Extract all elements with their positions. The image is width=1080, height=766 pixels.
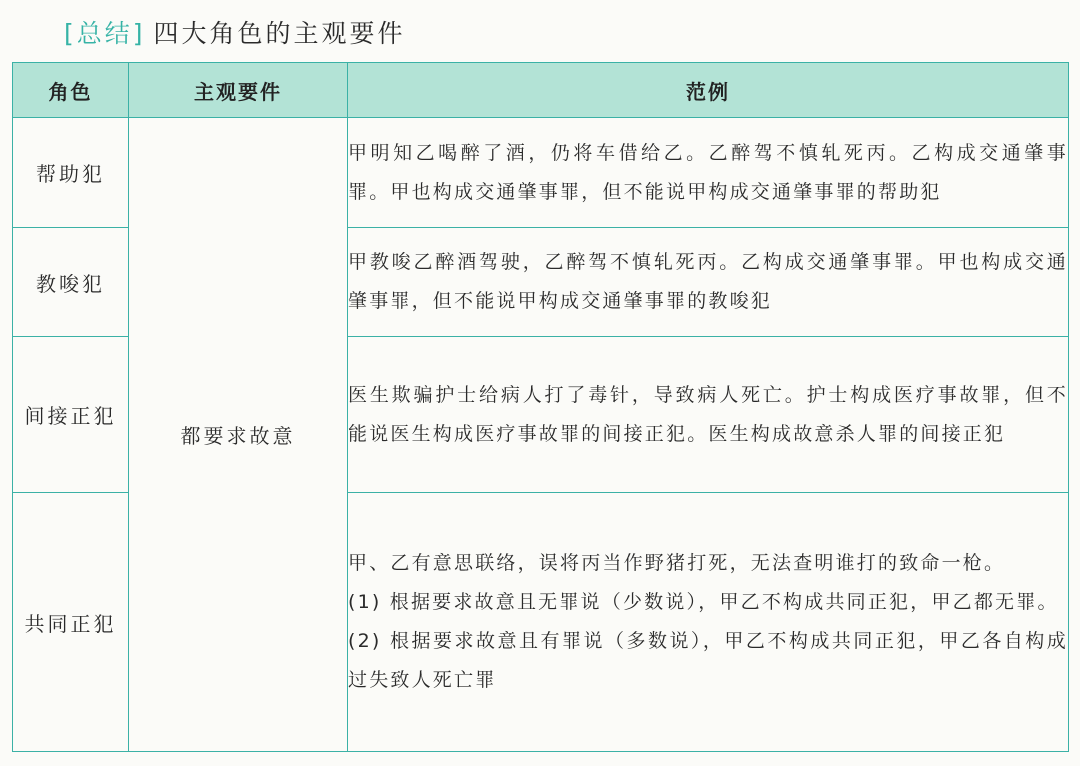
example-cell bbox=[348, 228, 1069, 337]
example-cell bbox=[348, 118, 1069, 228]
example-cell bbox=[348, 493, 1069, 752]
role-cell: 帮助犯 bbox=[13, 118, 129, 228]
example-text: (1) 根据要求故意且无罪说（少数说），甲乙不构成共同正犯，甲乙都无罪。 bbox=[348, 591, 1059, 613]
summary-tag: [总结] bbox=[64, 19, 146, 48]
shared-requirement-cell: 都要求故意 bbox=[129, 118, 348, 752]
heading-title: 四大角色的主观要件 bbox=[153, 19, 406, 48]
section-heading bbox=[64, 14, 406, 50]
example-text: 医生欺骗护士给病人打了毒针，导致病人死亡。护士构成医疗事故罪，但不能说医生构成医疗事故罪的间接正犯。医生构成故意杀人罪的间接正犯 bbox=[348, 383, 1068, 445]
summary-table bbox=[12, 62, 1069, 752]
example-text: 甲、乙有意思联络，误将丙当作野猪打死，无法查明谁打的致命一枪。 bbox=[348, 552, 1006, 574]
role-cell: 教唆犯 bbox=[13, 228, 129, 337]
header-example: 范例 bbox=[348, 63, 1069, 118]
header-role: 角色 bbox=[13, 63, 129, 118]
role-cell: 间接正犯 bbox=[13, 337, 129, 493]
example-cell bbox=[348, 337, 1069, 493]
example-text: 甲教唆乙醉酒驾驶，乙醉驾不慎轧死丙。乙构成交通肇事罪。甲也构成交通肇事罪，但不能说甲构成交通肇事罪的教唆犯 bbox=[348, 251, 1068, 312]
table-header-row bbox=[13, 63, 1069, 118]
role-cell: 共同正犯 bbox=[13, 493, 129, 752]
example-text: (2) 根据要求故意且有罪说（多数说），甲乙不构成共同正犯，甲乙各自构成过失致人死亡罪 bbox=[348, 630, 1068, 691]
table-row bbox=[13, 118, 1069, 228]
header-subjective-element: 主观要件 bbox=[129, 63, 348, 118]
example-text: 甲明知乙喝醉了酒，仍将车借给乙。乙醉驾不慎轧死丙。乙构成交通肇事罪。甲也构成交通肇事罪，但不能说甲构成交通肇事罪的帮助犯 bbox=[348, 141, 1068, 203]
